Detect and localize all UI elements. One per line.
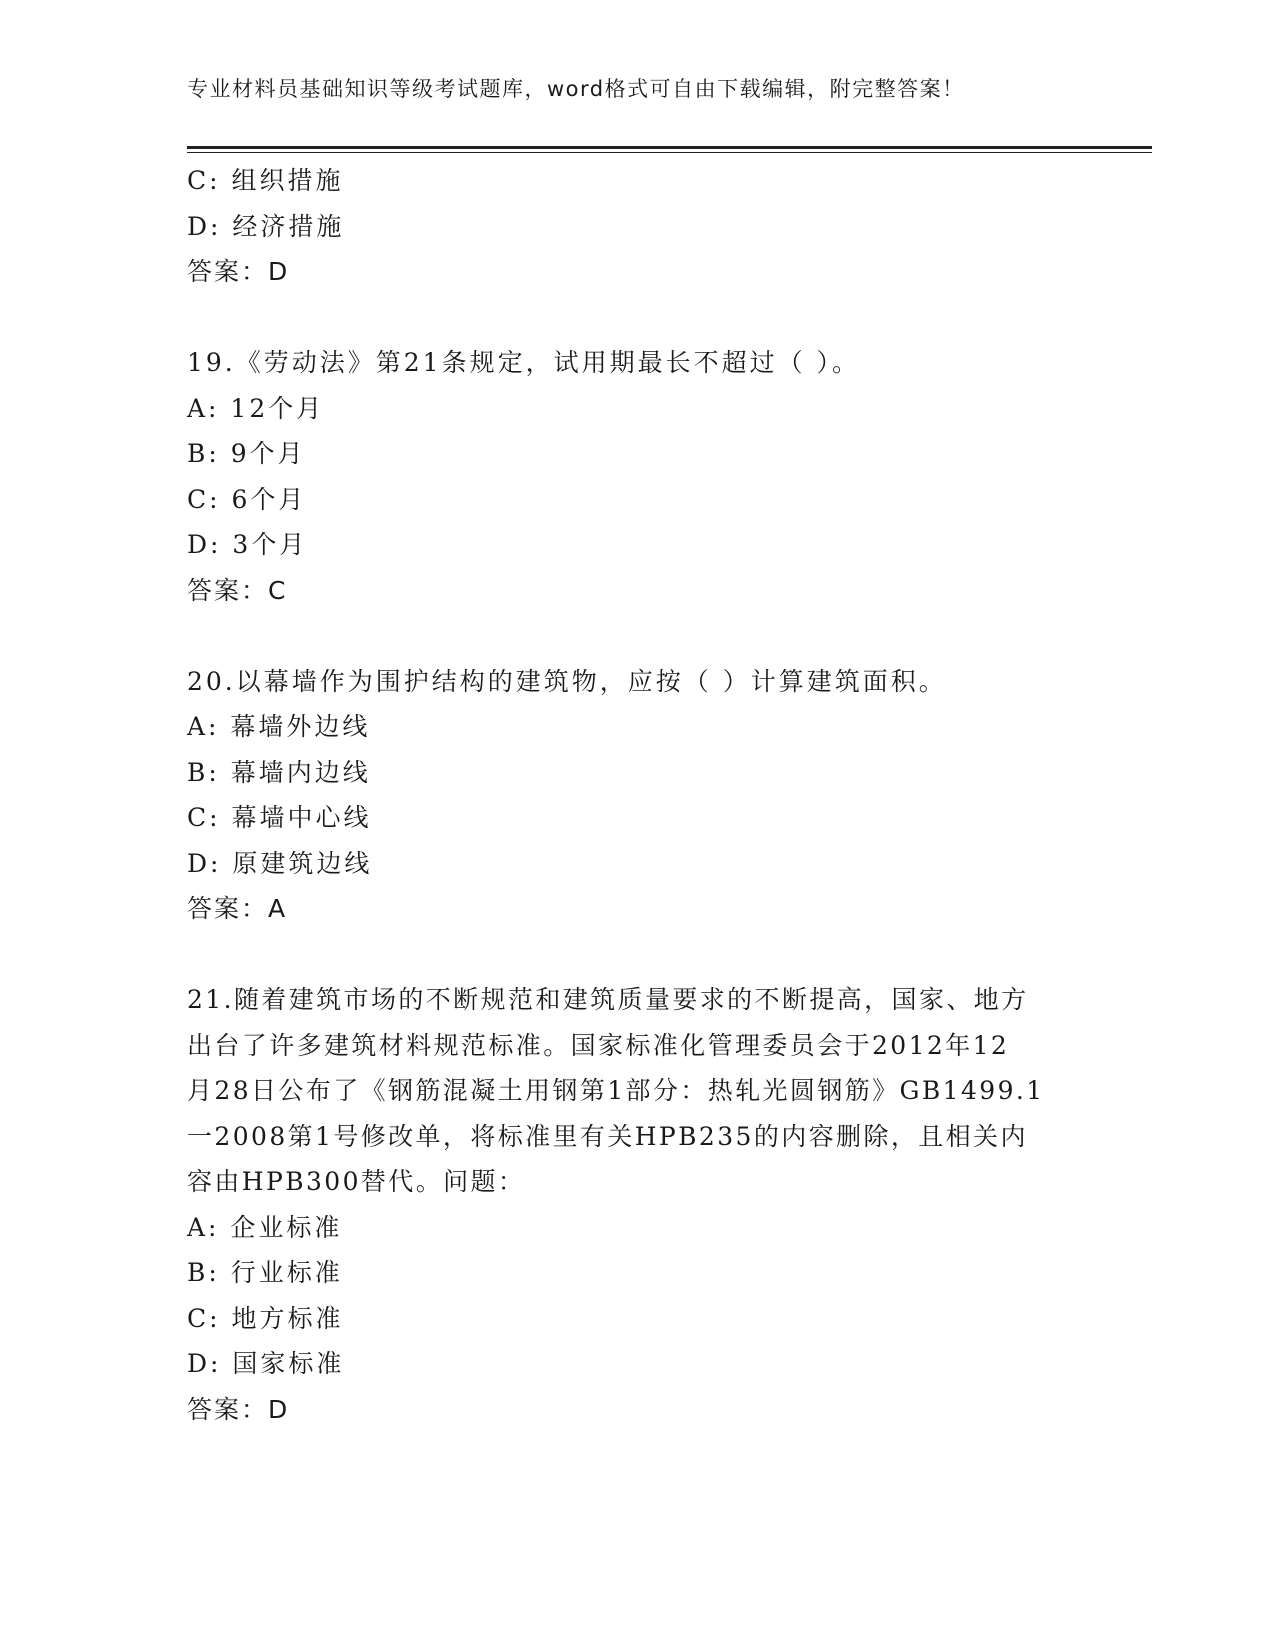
page-header: 专业材料员基础知识等级考试题库，word格式可自由下载编辑，附完整答案！: [187, 77, 965, 101]
question-stem: 20.以幕墙作为围护结构的建筑物，应按（ ）计算建筑面积。: [187, 666, 947, 696]
option-b: B: 行业标准: [187, 1258, 343, 1287]
spacer: [187, 613, 1087, 659]
question-19: [187, 340, 1087, 613]
option-b: B: 9个月: [187, 439, 306, 468]
answer-line: 答案：D: [187, 1394, 290, 1424]
answer-line: 答案：C: [187, 575, 288, 605]
header-rule-thin: [187, 152, 1152, 153]
option-a: A: 企业标准: [187, 1212, 343, 1242]
option-a: A: 12个月: [187, 393, 325, 423]
question-stem-line: 容由HPB300替代。问题：: [187, 1167, 526, 1196]
spacer: [187, 295, 1087, 341]
question-stem-line: 一2008第1号修改单，将标准里有关HPB235的内容删除，且相关内: [187, 1121, 1028, 1151]
question-stem: 19.《劳动法》第21条规定，试用期最长不超过（ ）。: [187, 348, 861, 377]
question-20: [187, 659, 1087, 932]
option-d: D: 国家标准: [187, 1349, 345, 1378]
answer-line: 答案：A: [187, 894, 288, 923]
option-a: A: 幕墙外边线: [187, 712, 371, 741]
answer-line: 答案：D: [187, 257, 290, 286]
option-d: D: 原建筑边线: [187, 848, 373, 878]
option-c: C: 幕墙中心线: [187, 803, 372, 832]
header-rule-thick: [187, 146, 1152, 149]
option-d: D: 3个月: [187, 530, 308, 559]
option-c: C: 地方标准: [187, 1303, 344, 1333]
question-stem-line: 出台了许多建筑材料规范标准。国家标准化管理委员会于2012年12: [187, 1030, 1010, 1060]
question-list: [187, 158, 1087, 1432]
question-stem-line: 21.随着建筑市场的不断规范和建筑质量要求的不断提高，国家、地方: [187, 985, 1029, 1014]
question-21: [187, 977, 1087, 1432]
spacer: [187, 932, 1087, 978]
question-18-continuation: [187, 158, 1087, 295]
option-b: B: 幕墙内边线: [187, 757, 371, 787]
option-c: C: 6个月: [187, 484, 307, 514]
question-stem-line: 月28日公布了《钢筋混凝土用钢第1部分：热轧光圆钢筋》GB1499.1: [187, 1076, 1045, 1105]
option-d: D: 经济措施: [187, 211, 345, 241]
option-c: C: 组织措施: [187, 166, 344, 195]
